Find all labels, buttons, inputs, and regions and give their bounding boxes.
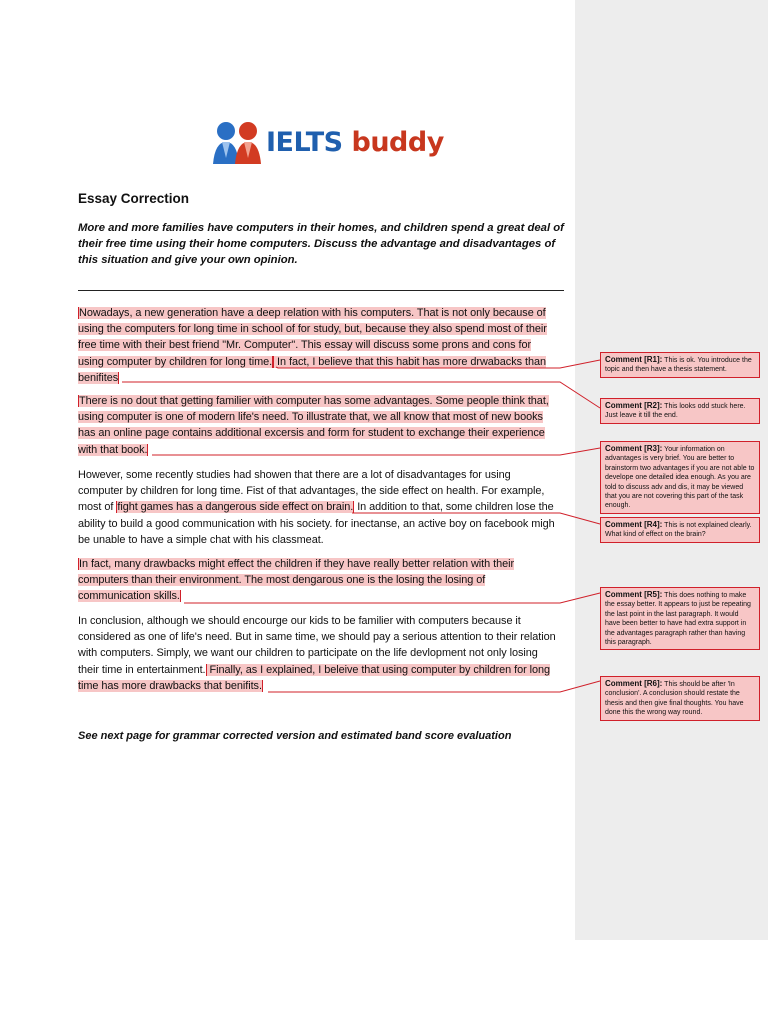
essay-prompt: More and more families have computers in their homes, and children spend a great deal of their free time using their home computers. Discuss the advantage and disadvantages of this situation and give your own opinion.	[78, 222, 564, 266]
text-line: In conclusion, although we should encourge our kids to be familier with computers because it	[78, 615, 521, 627]
text-line: with computers. Simply, we want our children to participate on the life devlopment not only losing	[78, 647, 538, 660]
highlight-r2[interactable]: In fact, I believe that this habit has more drwabacks than	[274, 355, 546, 368]
paragraph-3	[78, 467, 572, 548]
comment-r2[interactable]	[600, 398, 760, 424]
comment-text: This is ok. You introduce the topic and then have a thesis statement.	[605, 357, 752, 374]
comment-r6[interactable]	[600, 676, 760, 721]
highlight-r3[interactable]: with that book.	[78, 443, 148, 456]
highlight-r2[interactable]: benifites	[78, 371, 119, 384]
text-line: be unable to have a simple chat with his classmeat.	[78, 533, 324, 546]
highlight-r1[interactable]: using computer by children for long time.	[78, 355, 273, 368]
text-run: In addition to that, some children lose the	[354, 501, 554, 514]
highlight-r5[interactable]: computers than their environment. The most dengarous one is the losing the losing of	[78, 574, 486, 587]
text-line: considered as one of life's need. But in same time, we should pay a serious attention to their relation	[78, 631, 556, 644]
paragraph-4	[78, 556, 572, 605]
text-run: their time in entertainment.	[78, 663, 206, 676]
comment-label: Comment [R6]:	[605, 679, 663, 688]
paragraph-1	[78, 305, 572, 386]
highlight-r1[interactable]: Nowadays, a new generation have a deep relation with his computers. That is not only because of	[79, 307, 546, 319]
ielts-buddy-logo	[210, 118, 444, 168]
logo-word-buddy: buddy	[351, 127, 444, 158]
text-line: ability to build a good communication with his society. for inectanse, an active boy on facebook migh	[78, 517, 555, 530]
text-line: computer by children for long time. Fist of that advantages, the side effect on health. For example,	[78, 485, 545, 498]
paragraph-2	[78, 393, 572, 458]
comment-r4[interactable]	[600, 517, 760, 543]
comment-r5[interactable]	[600, 587, 760, 650]
highlight-r1[interactable]: using the computers for long time in school of for study, but, because they also spend most of their	[78, 323, 547, 336]
highlight-r3[interactable]: has an online page contains additional excersis and form for student to exchange their experience	[78, 427, 545, 440]
comment-text: Your information on advantages is very brief. You are better to brainstorm two advantages if you are not able to develope one detailed idea enough. As you are told to discuss adv and dis, it may be viewed that you are not covering this part of the task enough.	[605, 446, 755, 510]
text-run: most of	[78, 501, 117, 514]
comment-label: Comment [R2]:	[605, 401, 663, 410]
highlight-r4[interactable]: fight games has a dangerous side effect on brain.	[117, 501, 354, 514]
divider-line	[78, 290, 564, 291]
comment-label: Comment [R4]:	[605, 520, 663, 529]
comment-label: Comment [R3]:	[605, 444, 663, 453]
highlight-r5[interactable]: communication skills.	[78, 590, 180, 603]
comment-text: This looks odd stuck here. Just leave it till the end.	[605, 403, 746, 420]
highlight-r5[interactable]: In fact, many drawbacks might effect the children if they have really better relation with their	[79, 558, 515, 570]
highlight-r3[interactable]: using computer is one of modern life's need. To illustrate that, we all know that most of new books	[78, 411, 543, 424]
comment-text: This does nothing to make the essay better. It appears to just be repeating the last point in the last paragraph. It would have been better to have had extra support in the advantages paragraph rather than having this paragraph.	[605, 592, 751, 647]
comment-label: Comment [R5]:	[605, 590, 663, 599]
logo-word-ielts: IELTS	[266, 127, 343, 158]
highlight-r6[interactable]: time has more drawbacks that benifits.	[78, 679, 262, 692]
highlight-r1[interactable]: free time with their best friend "Mr. Computer". This essay will discuss some prons and cons for	[78, 339, 532, 352]
footer-note: See next page for grammar corrected version and estimated band score evaluation	[78, 730, 512, 742]
paragraph-5	[78, 613, 572, 694]
comment-r1[interactable]	[600, 352, 760, 378]
people-icon	[210, 118, 266, 168]
comment-label: Comment [R1]:	[605, 355, 663, 364]
highlight-r3[interactable]: There is no dout that getting familier with computer has some advantages. Some people think that,	[79, 395, 549, 407]
essay-title: Essay Correction	[78, 191, 190, 206]
text-line: However, some recently studies had showen that there are a lot of disadvantages for using	[78, 469, 511, 481]
comment-text: This should be after 'In conclusion'. A conclusion should restate the thesis and then give final thoughts. You have done this the wrong way round.	[605, 681, 744, 717]
comment-text: This is not explained clearly. What kind of effect on the brain?	[605, 522, 752, 539]
highlight-r6[interactable]: Finally, as I explained, I beleive that using computer by children for long	[206, 663, 551, 676]
comment-r3[interactable]	[600, 441, 760, 514]
